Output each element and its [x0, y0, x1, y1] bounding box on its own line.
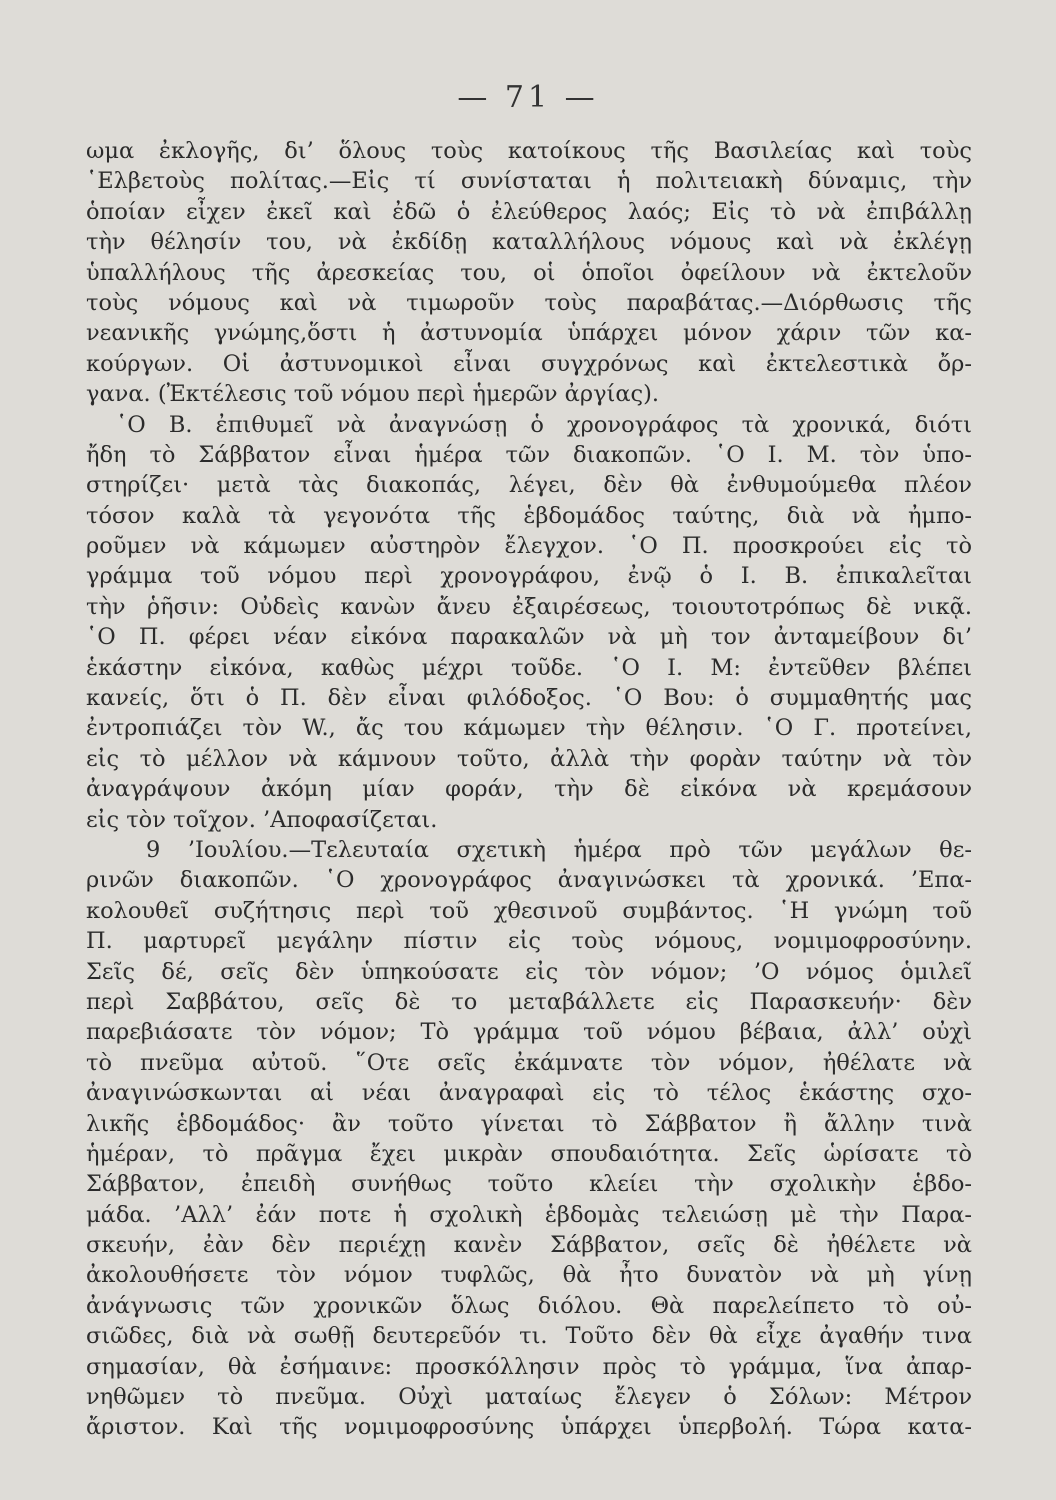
text-line: ῾Ελβετοὺς πολίτας.—Εἰς τί συνίσταται ἡ πολιτειακὴ δύναμις, τὴν	[86, 168, 972, 195]
text-line: ρινῶν διακοπῶν. ῾Ο χρονογράφος ἀναγινώσκει τὰ χρονικά. ’Επα-	[86, 867, 972, 894]
text-line: Σάββατον, ἐπειδὴ συνήθως τοῦτο κλείει τὴν σχολικὴν ἑβδο-	[86, 1171, 972, 1198]
text-line: εἰς τὸ μέλλον νὰ κάμνουν τοῦτο, ἀλλὰ τὴν φορὰν ταύτην νὰ τὸν	[86, 745, 972, 772]
text-line: Σεῖς δέ, σεῖς δὲν ὑπηκούσατε εἰς τὸν νόμον; ’Ο νόμος ὁμιλεῖ	[86, 958, 972, 985]
text-line: νηθῶμεν τὸ πνεῦμα. Οὐχὶ ματαίως ἔλεγεν ὁ Σόλων: Μέτρον	[86, 1384, 972, 1411]
text-line: σιῶδες, διὰ νὰ σωθῇ δευτερεῦόν τι. Τοῦτο δὲν θὰ εἶχε ἀγαθήν τινα	[86, 1323, 972, 1350]
text-line: ῾Ο Β. ἐπιθυμεῖ νὰ ἀναγνώσῃ ὁ χρονογράφος τὰ χρονικά, διότι	[116, 411, 972, 438]
text-line: ἀναγινώσκωνται αἱ νέαι ἀναγραφαὶ εἰς τὸ τέλος ἑκάστης σχο-	[86, 1080, 972, 1107]
text-line: σκευήν, ἐὰν δὲν περιέχῃ κανὲν Σάββατον, σεῖς δὲ ἠθέλετε νὰ	[86, 1232, 972, 1259]
text-line: τοὺς νόμους καὶ νὰ τιμωροῦν τοὺς παραβάτας.—Διόρθωσις τῆς	[86, 289, 972, 316]
text-line: γράμμα τοῦ νόμου περὶ χρονογράφου, ἐνῷ ὁ Ι. Β. ἐπικαλεῖται	[86, 563, 972, 590]
text-line: ἀκολουθήσετε τὸν νόμον τυφλῶς, θὰ ἦτο δυνατὸν νὰ μὴ γίνῃ	[86, 1262, 972, 1289]
text-line: μάδα. ’Αλλ’ ἐάν ποτε ἡ σχολικὴ ἑβδομὰς τελειώσῃ μὲ τὴν Παρα-	[86, 1201, 972, 1228]
text-line: 9 ’Ιουλίου.—Τελευταία σχετικὴ ἡμέρα πρὸ τῶν μεγάλων θε-	[146, 836, 972, 863]
text-line: εἰς τὸν τοῖχον. ’Αποφασίζεται.	[86, 806, 438, 833]
text-line: ἄριστον. Καὶ τῆς νομιμοφροσύνης ὑπάρχει ὑπερβολή. Τώρα κατα-	[86, 1414, 972, 1441]
text-line: παρεβιάσατε τὸν νόμον; Τὸ γράμμα τοῦ νόμου βέβαια, ἀλλ’ οὐχὶ	[86, 1019, 972, 1046]
text-line: ὁποίαν εἶχεν ἐκεῖ καὶ ἐδῶ ὁ ἐλεύθερος λαός; Εἰς τὸ νὰ ἐπιβάλλῃ	[86, 198, 972, 225]
text-line: τὴν ῥῆσιν: Οὐδεὶς κανὼν ἄνευ ἐξαιρέσεως, τοιουτοτρόπως δὲ νικᾷ.	[86, 593, 972, 620]
text-line: σημασίαν, θὰ ἐσήμαινε: προσκόλλησιν πρὸς τὸ γράμμα, ἵνα ἀπαρ-	[86, 1353, 972, 1380]
text-line: κούργων. Οἱ ἀστυνομικοὶ εἶναι συγχρόνως καὶ ἐκτελεστικὰ ὄρ-	[86, 350, 972, 377]
body-text	[86, 136, 972, 1443]
text-line: γανα. (Ἐκτέλεσις τοῦ νόμου περὶ ἡμερῶν ἀργίας).	[86, 381, 660, 408]
text-line: ἤδη τὸ Σάββατον εἶναι ἡμέρα τῶν διακοπῶν. ῾Ο Ι. Μ. τὸν ὑπο-	[86, 441, 972, 468]
text-line: τόσον καλὰ τὰ γεγονότα τῆς ἑβδομάδος ταύτης, διὰ νὰ ἠμπο-	[86, 502, 972, 529]
text-line: ῾Ο Π. φέρει νέαν εἰκόνα παρακαλῶν νὰ μὴ τον ἀνταμείβουν δι’	[86, 624, 972, 651]
text-line: ωμα ἐκλογῆς, δι’ ὅλους τοὺς κατοίκους τῆς Βασιλείας καὶ τοὺς	[86, 138, 972, 164]
text-line: ἡμέραν, τὸ πρᾶγμα ἔχει μικρὰν σπουδαιότητα. Σεῖς ὡρίσατε τὸ	[86, 1140, 972, 1167]
text-line: ροῦμεν νὰ κάμωμεν αὐστηρὸν ἔλεγχον. ῾Ο Π. προσκρούει εἰς τὸ	[86, 533, 972, 560]
page-number: — 71 —	[457, 80, 599, 115]
text-line: ἑκάστην εἰκόνα, καθὼς μέχρι τοῦδε. ῾Ο Ι. Μ: ἐντεῦθεν βλέπει	[86, 654, 972, 681]
text-line: λικῆς ἑβδομάδος· ἂν τοῦτο γίνεται τὸ Σάββατον ἢ ἄλλην τινὰ	[86, 1110, 972, 1137]
text-line: ἀνάγνωσις τῶν χρονικῶν ὅλως διόλου. Θὰ παρελείπετο τὸ οὐ-	[86, 1292, 972, 1319]
text-line: ἐντροπιάζει τὸν W., ἄς του κάμωμεν τὴν θέλησιν. ῾Ο Γ. προτείνει,	[86, 715, 972, 742]
text-line: κανείς, ὅτι ὁ Π. δὲν εἶναι φιλόδοξος. ῾Ο Βου: ὁ συμμαθητής μας	[86, 685, 972, 712]
text-line: τὴν θέλησίν του, νὰ ἐκδίδῃ καταλλήλους νόμους καὶ νὰ ἐκλέγῃ	[86, 229, 972, 256]
text-line: ἀναγράψουν ἀκόμη μίαν φοράν, τὴν δὲ εἰκόνα νὰ κρεμάσουν	[86, 776, 972, 803]
text-line: στηρίζει· μετὰ τὰς διακοπάς, λέγει, δὲν θὰ ἐνθυμούμεθα πλέον	[86, 472, 972, 499]
text-line: Π. μαρτυρεῖ μεγάλην πίστιν εἰς τοὺς νόμους, νομιμοφροσύνην.	[86, 928, 972, 955]
text-line: τὸ πνεῦμα αὐτοῦ. ῞Οτε σεῖς ἐκάμνατε τὸν νόμον, ἠθέλατε νὰ	[86, 1049, 972, 1076]
text-line: κολουθεῖ συζήτησις περὶ τοῦ χθεσινοῦ συμβάντος. ῾Η γνώμη τοῦ	[86, 897, 972, 924]
text-line: νεανικῆς γνώμης,ὅστι ἡ ἀστυνομία ὑπάρχει μόνον χάριν τῶν κα-	[86, 320, 972, 347]
text-line: ὑπαλλήλους τῆς ἀρεσκείας του, οἱ ὁποῖοι ὀφείλουν νὰ ἐκτελοῦν	[86, 259, 972, 286]
text-line: περὶ Σαββάτου, σεῖς δὲ το μεταβάλλετε εἰς Παρασκευήν· δὲν	[86, 988, 972, 1015]
